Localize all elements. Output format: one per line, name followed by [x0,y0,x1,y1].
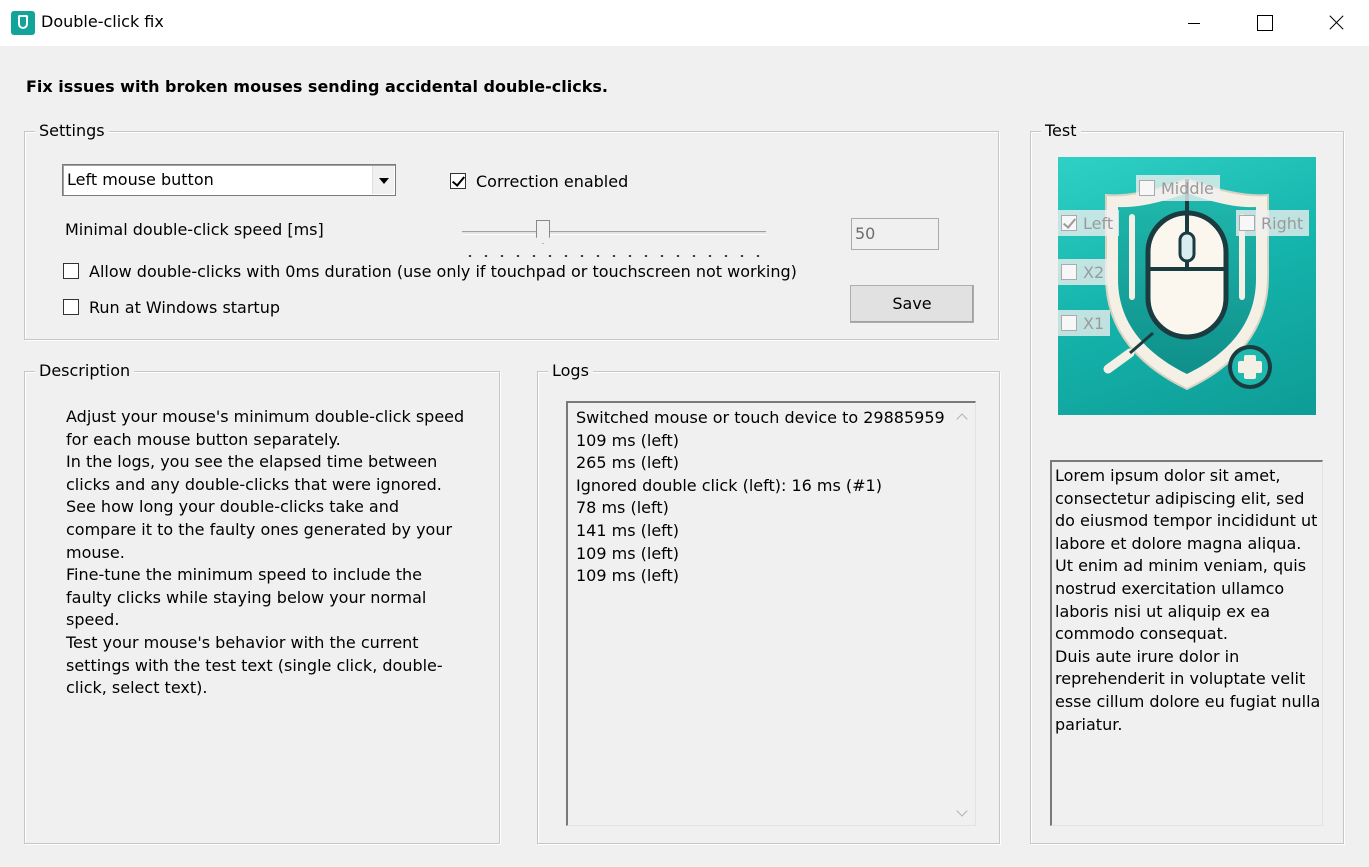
description-line: click, select text). [66,678,208,698]
minimize-button[interactable] [1159,0,1229,46]
description-line: Test your mouse's behavior with the current [66,632,419,652]
test-text-line: consectetur adipiscing elit, sed [1055,488,1305,508]
window-title: Double-click fix [41,12,164,31]
scroll-up-icon[interactable] [956,411,968,423]
test-x2-label: X2 [1083,262,1105,282]
description-text [66,406,476,700]
test-text-line: commodo consequat. [1055,624,1228,644]
startup-label[interactable]: Run at Windows startup [89,298,280,317]
logs-textbox[interactable] [566,401,976,826]
test-left-box[interactable] [1061,215,1077,231]
chevron-down-icon[interactable] [372,166,394,194]
test-right-box[interactable] [1239,215,1255,231]
correction-enabled-checkbox[interactable] [450,173,466,189]
description-line: compare it to the faulty ones generated by your [66,519,453,539]
description-line: Adjust your mouse's minimum double-click speed [66,407,465,426]
scroll-down-icon[interactable] [956,807,968,819]
speed-slider-ticks [462,255,766,257]
title-bar [0,0,1369,46]
zero-ms-checkbox[interactable] [63,263,79,279]
test-text-line: labore et dolore magna aliqua. [1055,533,1302,553]
mouse-button-select-value: Left mouse button [67,170,214,189]
maximize-button[interactable] [1229,0,1299,46]
description-line: for each mouse button separately. [66,429,341,449]
log-entry: 265 ms (left) [576,453,680,473]
test-middle-label: Middle [1161,178,1214,198]
test-text-line: laboris nisi ut aliquip ex ea [1055,601,1271,621]
test-x1-label: X1 [1083,313,1105,333]
correction-enabled-label[interactable]: Correction enabled [476,172,629,191]
zero-ms-label[interactable]: Allow double-clicks with 0ms duration (use only if touchpad or touchscreen not working) [89,262,797,281]
log-entry: 109 ms (left) [576,566,680,586]
description-line: In the logs, you see the elapsed time between [66,452,438,472]
test-text-line: Ut enim ad minim veniam, quis [1055,556,1307,576]
save-button[interactable]: Save [850,285,974,323]
test-legend: Test [1041,121,1081,141]
logs-legend: Logs [548,361,593,381]
log-entry: 109 ms (left) [576,430,680,450]
page-heading: Fix issues with broken mouses sending accidental double-clicks. [26,77,608,96]
log-entry: 109 ms (left) [576,543,680,563]
test-left-checkbox[interactable] [1058,210,1119,236]
test-text[interactable] [1055,465,1323,736]
description-line: mouse. [66,542,125,562]
close-button[interactable] [1299,0,1369,46]
description-legend: Description [35,361,134,381]
startup-checkbox[interactable] [63,299,79,315]
description-line: Fine-tune the minimum speed to include the [66,565,422,585]
speed-value-field[interactable]: 50 [851,218,939,250]
settings-legend: Settings [35,121,109,141]
test-x2-box[interactable] [1061,264,1077,280]
log-entry: Switched mouse or touch device to 29885959 [576,408,945,427]
test-middle-checkbox[interactable] [1136,175,1220,201]
test-x1-box[interactable] [1061,315,1077,331]
speed-label: Minimal double-click speed [ms] [65,220,324,239]
test-x1-checkbox[interactable] [1058,310,1110,336]
description-line: clicks and any double-clicks that were ignored. [66,474,442,494]
log-entry: 78 ms (left) [576,498,669,518]
test-left-label: Left [1083,213,1114,233]
description-line: speed. [66,610,120,630]
test-right-label: Right [1261,213,1304,233]
log-entry: 141 ms (left) [576,520,680,540]
test-text-line: Lorem ipsum dolor sit amet, [1055,466,1281,485]
test-text-line: nostrud exercitation ullamco [1055,578,1285,598]
test-text-line: pariatur. [1055,714,1123,734]
test-x2-checkbox[interactable] [1058,259,1110,285]
description-line: See how long your double-clicks take and [66,497,399,517]
mouse-button-select[interactable] [62,164,396,196]
test-text-line: esse cillum dolore eu fugiat nulla [1055,691,1321,711]
log-entry: Ignored double click (left): 16 ms (#1) [576,475,882,495]
test-middle-box[interactable] [1139,180,1155,196]
test-text-line: Duis aute irure dolor in [1055,646,1240,666]
log-list [576,407,945,588]
description-line: faulty clicks while staying below your normal [66,587,427,607]
app-shield-icon [11,11,35,35]
description-line: settings with the test text (single click, double- [66,655,443,675]
speed-slider-track[interactable] [462,231,766,235]
test-mouse-image[interactable] [1058,157,1316,415]
test-right-checkbox[interactable] [1236,210,1309,236]
test-text-line: reprehenderit in voluptate velit [1055,669,1306,689]
test-text-line: do eiusmod tempor incididunt ut [1055,511,1318,531]
